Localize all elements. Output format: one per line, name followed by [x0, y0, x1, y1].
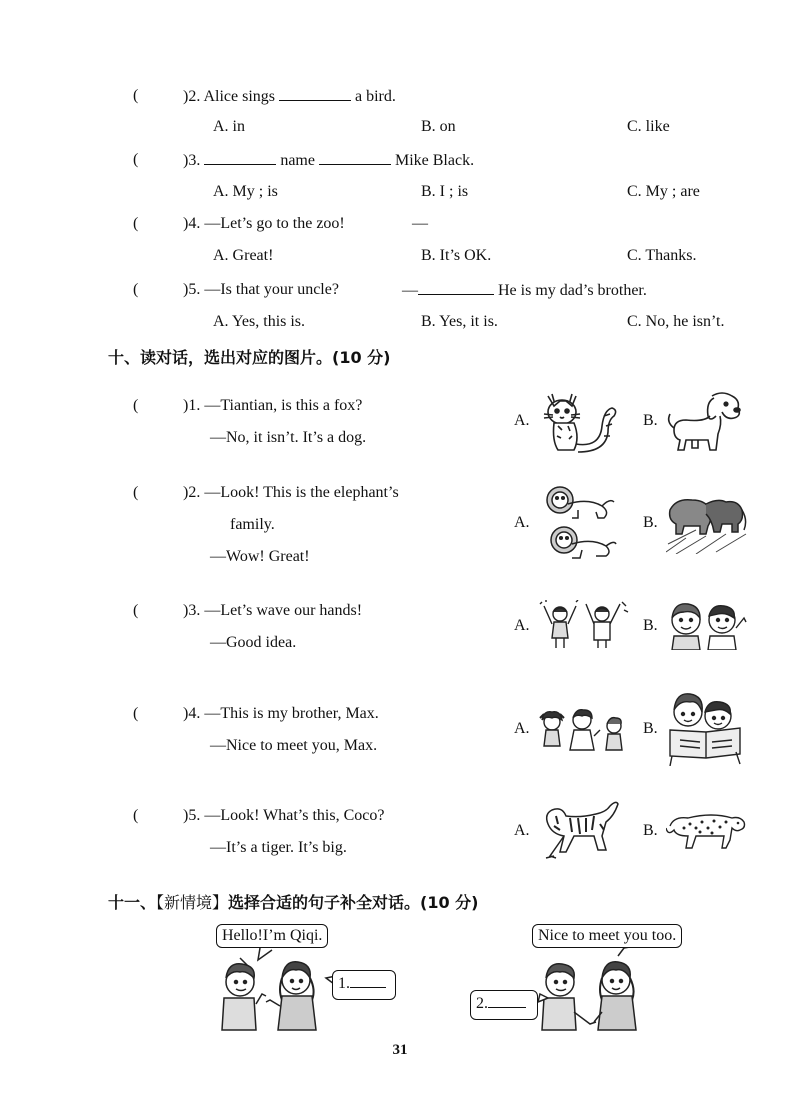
option-c: C. No, he isn’t.	[627, 313, 725, 330]
option-b-label: B.	[643, 412, 658, 429]
answer-paren: (	[133, 602, 139, 619]
question-stem	[183, 86, 396, 107]
option-b-label: B.	[643, 617, 658, 634]
option-a-label: A.	[514, 617, 530, 634]
question-stem	[183, 150, 474, 171]
section-10-title: 十、读对话，选出对应的图片。(10 分)	[108, 348, 391, 367]
speech-bubble-blank-1[interactable]	[332, 970, 396, 1000]
option-b-label: B.	[643, 822, 658, 839]
question-text: )4. —Let’s go to the zoo!	[183, 215, 345, 232]
option-a-label: A.	[514, 514, 530, 531]
answer-paren: (	[133, 87, 139, 104]
speech-bubble-hello: Hello!I’m Qiqi.	[216, 924, 328, 948]
option-c: C. Thanks.	[627, 247, 697, 264]
reply-text: —Nice to meet you, Max.	[210, 737, 378, 754]
question-text: name	[280, 152, 315, 169]
option-b: B. on	[421, 118, 456, 135]
option-a-label: A.	[514, 412, 530, 429]
dialogue-scene-1	[196, 920, 398, 1032]
question-text: a bird.	[355, 88, 396, 105]
blank-number: 1.	[338, 975, 350, 992]
option-b: B. I ; is	[421, 183, 469, 200]
reply-text: —Wow! Great!	[210, 548, 310, 565]
section-11-title	[108, 890, 479, 913]
fill-blank[interactable]	[204, 150, 276, 165]
option-c: C. My ; are	[627, 183, 700, 200]
answer-paren: (	[133, 705, 139, 722]
leopard-picture[interactable]	[666, 806, 746, 852]
option-a-label: A.	[514, 720, 530, 737]
reply-dash: —	[402, 282, 418, 299]
smiling-kids-picture[interactable]	[664, 598, 748, 650]
answer-paren: (	[133, 397, 139, 414]
fill-blank[interactable]	[319, 150, 391, 165]
waving-kids-picture[interactable]	[538, 600, 630, 650]
question-text: Mike Black.	[394, 152, 475, 169]
section-number: 十一、	[108, 893, 157, 912]
question-text: )3. —Let’s wave our hands!	[183, 602, 363, 619]
reply-text: —Good idea.	[210, 634, 297, 651]
reply-dash: —	[412, 215, 428, 232]
option-a: A. My ; is	[213, 183, 278, 200]
question-text: )1. —Tiantian, is this a fox?	[183, 397, 363, 414]
lions-picture[interactable]	[538, 482, 618, 562]
answer-paren: (	[133, 215, 139, 232]
question-text: )5. —Is that your uncle?	[183, 281, 339, 298]
reply-text: —No, it isn’t. It’s a dog.	[210, 429, 367, 446]
tiger-picture[interactable]	[540, 796, 620, 862]
speech-bubble-blank-2[interactable]	[470, 990, 538, 1020]
option-b: B. Yes, it is.	[421, 313, 498, 330]
page-number: 31	[392, 1042, 408, 1058]
kids-reading-picture[interactable]	[664, 690, 744, 766]
question-number: )2. Alice sings	[183, 88, 275, 105]
question-text: )5. —Look! What’s this, Coco?	[183, 807, 385, 824]
dialogue-scene-2	[468, 920, 708, 1032]
dog-picture[interactable]	[664, 386, 746, 454]
fill-blank[interactable]	[418, 280, 494, 295]
question-text: )2. —Look! This is the elephant’s	[183, 484, 399, 501]
option-a: A. Yes, this is.	[213, 313, 306, 330]
blank-number: 2.	[476, 995, 488, 1012]
option-b-label: B.	[643, 514, 658, 531]
new-context-tag: 【新情境】	[156, 893, 229, 912]
option-b: B. It’s OK.	[421, 247, 492, 264]
question-text-cont: family.	[230, 516, 275, 533]
reply-text: —It’s a tiger. It’s big.	[210, 839, 347, 856]
answer-paren: (	[133, 484, 139, 501]
section-instruction: 选择合适的句子补全对话。(10 分)	[228, 893, 479, 912]
three-kids-picture[interactable]	[538, 706, 630, 752]
option-a: A. in	[213, 118, 245, 135]
cat-picture[interactable]	[538, 386, 620, 456]
reply-line	[402, 280, 647, 301]
speech-bubble-nice-to-meet: Nice to meet you too.	[532, 924, 682, 948]
fill-blank[interactable]	[350, 973, 386, 988]
fill-blank[interactable]	[279, 86, 351, 101]
fill-blank[interactable]	[488, 993, 526, 1008]
answer-paren: (	[133, 151, 139, 168]
question-text: )4. —This is my brother, Max.	[183, 705, 379, 722]
answer-paren: (	[133, 281, 139, 298]
question-number: )3.	[183, 152, 201, 169]
question-text: He is my dad’s brother.	[498, 282, 647, 299]
elephants-picture[interactable]	[666, 490, 748, 554]
option-b-label: B.	[643, 720, 658, 737]
answer-paren: (	[133, 807, 139, 824]
option-a: A. Great!	[213, 247, 274, 264]
option-a-label: A.	[514, 822, 530, 839]
option-c: C. like	[627, 118, 670, 135]
